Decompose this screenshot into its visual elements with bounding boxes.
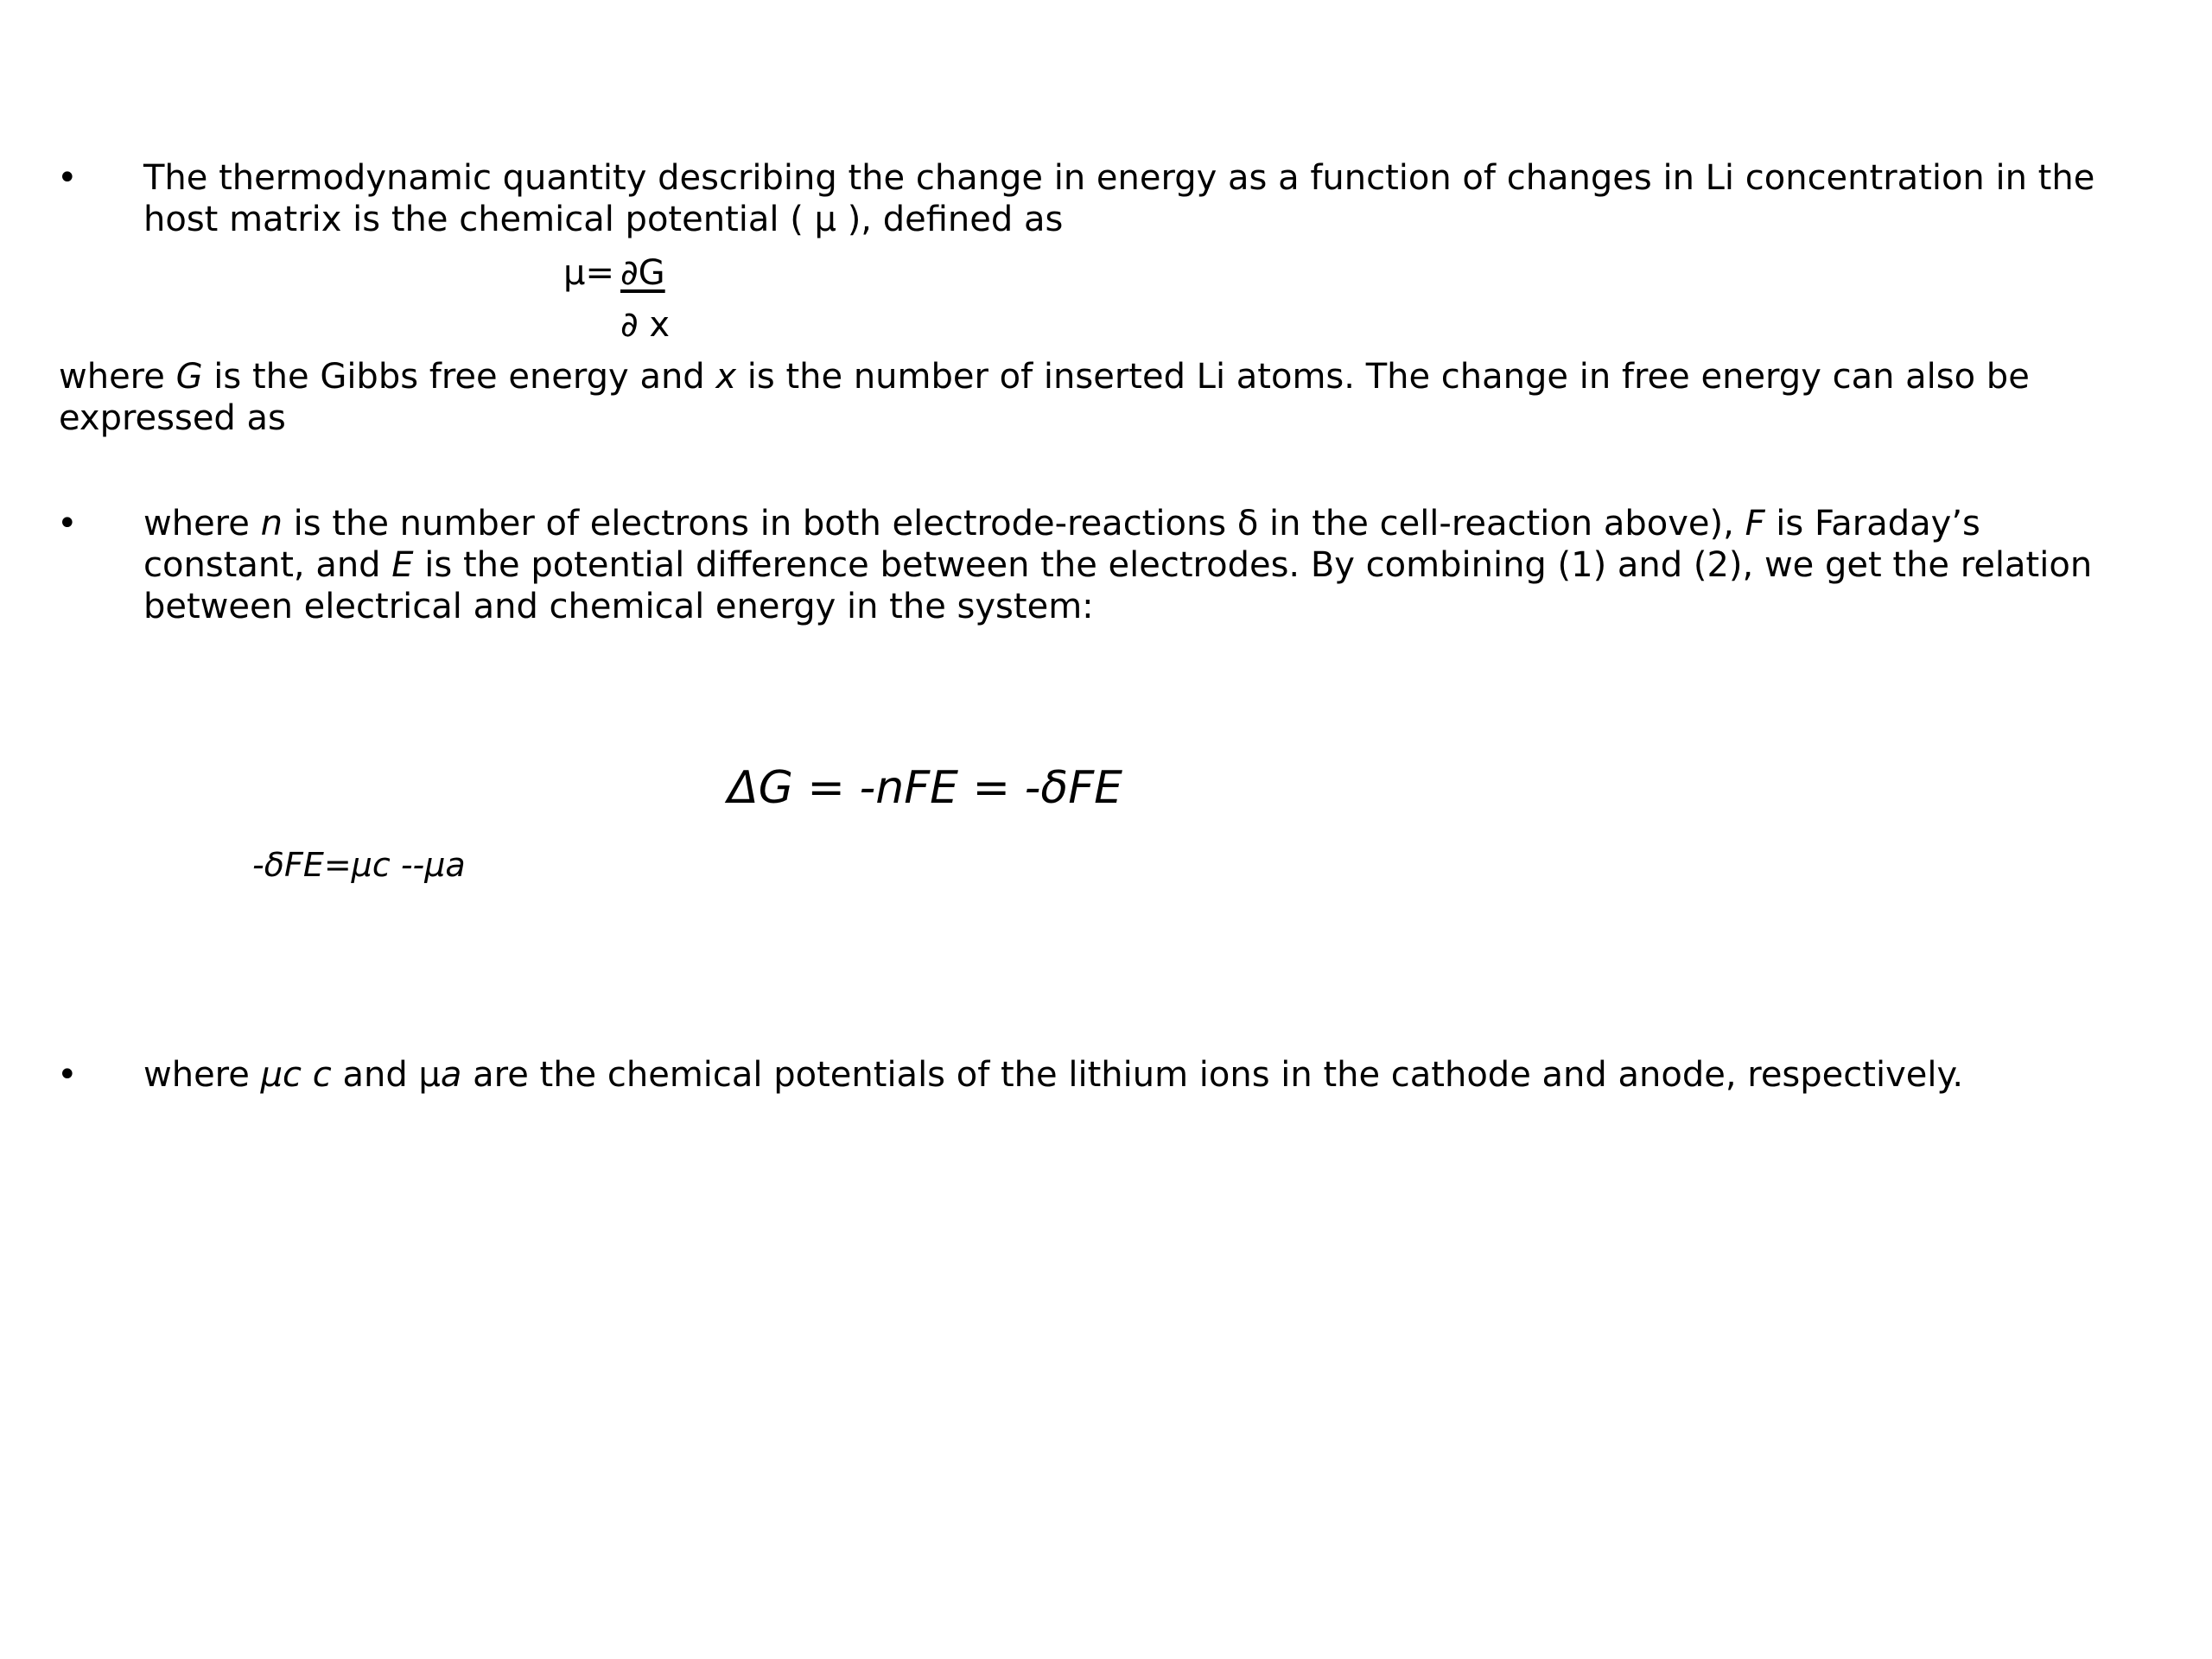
formula-delta-fe: -δFE=μc --μa: [252, 846, 466, 884]
paragraph-chemical-potentials-electrodes: [143, 1054, 1963, 1096]
paragraph-gibbs: [59, 356, 2030, 439]
bullet-2: •: [57, 504, 78, 543]
paragraph-line: between electrical and chemical energy in the system:: [143, 587, 1094, 626]
paragraph-line: constant, and E is the potential difference between the electrodes. By combining (1) and (2), we get the relation: [143, 545, 2093, 585]
bullet-3: •: [57, 1055, 78, 1095]
paragraph-line: where μc c and μa are the chemical potentials of the lithium ions in the cathode and anode, respectively.: [143, 1055, 1964, 1095]
formula-mu-lhs: μ=: [563, 253, 614, 293]
formula-delta-g: ΔG = -nFE = -δFE: [728, 762, 1122, 814]
bullet-1: •: [57, 158, 78, 198]
paragraph-line: where G is the Gibbs free energy and x is the number of inserted Li atoms. The change in free energy can also be: [59, 357, 2030, 397]
formula-mu-denominator: ∂ x: [620, 305, 671, 345]
paragraph-line: expressed as: [59, 398, 286, 438]
paragraph-faraday: [143, 503, 2092, 627]
formula-mu-numerator: ∂G: [620, 253, 665, 293]
paragraph-chemical-potential: [143, 157, 2094, 240]
paragraph-line: The thermodynamic quantity describing the change in energy as a function of changes in Li concentration in the: [143, 158, 2095, 198]
paragraph-line: where n is the number of electrons in both electrode-reactions δ in the cell-reaction above), F is Faraday’s: [143, 504, 1980, 543]
paragraph-line: host matrix is the chemical potential ( μ ), defined as: [143, 200, 1064, 239]
